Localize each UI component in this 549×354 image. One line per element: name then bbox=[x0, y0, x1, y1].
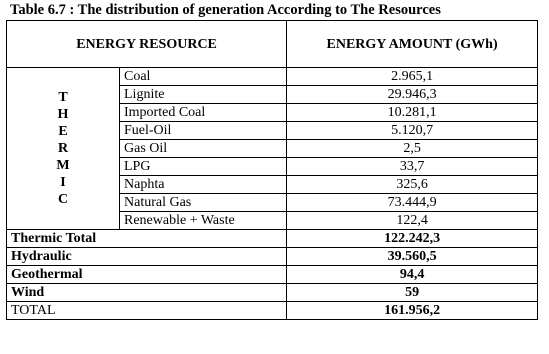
resource-value: 73.444,9 bbox=[287, 194, 538, 212]
resource-name: Gas Oil bbox=[120, 140, 287, 158]
summary-row bbox=[7, 266, 538, 284]
summary-name: Geothermal bbox=[7, 266, 287, 284]
summary-name: Hydraulic bbox=[7, 248, 287, 266]
header-energy-amount: ENERGY AMOUNT (GWh) bbox=[287, 21, 538, 68]
total-name: TOTAL bbox=[7, 302, 287, 320]
resource-name: Renewable + Waste bbox=[120, 212, 287, 230]
resource-name: LPG bbox=[120, 158, 287, 176]
summary-row bbox=[7, 284, 538, 302]
thermic-letter: E bbox=[58, 124, 68, 139]
table-header-row bbox=[7, 21, 538, 68]
resource-name: Imported Coal bbox=[120, 104, 287, 122]
resource-value: 33,7 bbox=[287, 158, 538, 176]
thermic-group-label bbox=[7, 68, 120, 230]
summary-value: 122.242,3 bbox=[287, 230, 538, 248]
resource-name: Lignite bbox=[120, 86, 287, 104]
resource-value: 2,5 bbox=[287, 140, 538, 158]
resource-value: 2.965,1 bbox=[287, 68, 538, 86]
total-row bbox=[7, 302, 538, 320]
thermic-letter: M bbox=[56, 158, 70, 173]
thermic-letter: R bbox=[57, 141, 69, 156]
table-caption: Table 6.7 : The distribution of generation According to The Resources bbox=[10, 2, 441, 18]
resource-value: 122,4 bbox=[287, 212, 538, 230]
header-energy-resource: ENERGY RESOURCE bbox=[7, 21, 287, 68]
thermic-letter: I bbox=[60, 175, 66, 190]
resource-name: Naphta bbox=[120, 176, 287, 194]
resource-value: 5.120,7 bbox=[287, 122, 538, 140]
energy-distribution-table bbox=[6, 20, 538, 320]
thermic-letter: H bbox=[57, 107, 69, 122]
total-value: 161.956,2 bbox=[287, 302, 538, 320]
summary-row bbox=[7, 248, 538, 266]
resource-value: 10.281,1 bbox=[287, 104, 538, 122]
thermic-letter: T bbox=[58, 90, 68, 105]
summary-value: 39.560,5 bbox=[287, 248, 538, 266]
summary-name: Thermic Total bbox=[7, 230, 287, 248]
resource-name: Coal bbox=[120, 68, 287, 86]
resource-name: Fuel-Oil bbox=[120, 122, 287, 140]
resource-name: Natural Gas bbox=[120, 194, 287, 212]
summary-value: 59 bbox=[287, 284, 538, 302]
summary-row bbox=[7, 230, 538, 248]
summary-value: 94,4 bbox=[287, 266, 538, 284]
resource-value: 29.946,3 bbox=[287, 86, 538, 104]
summary-name: Wind bbox=[7, 284, 287, 302]
thermic-letter: C bbox=[57, 192, 69, 207]
table-row bbox=[7, 68, 538, 86]
resource-value: 325,6 bbox=[287, 176, 538, 194]
